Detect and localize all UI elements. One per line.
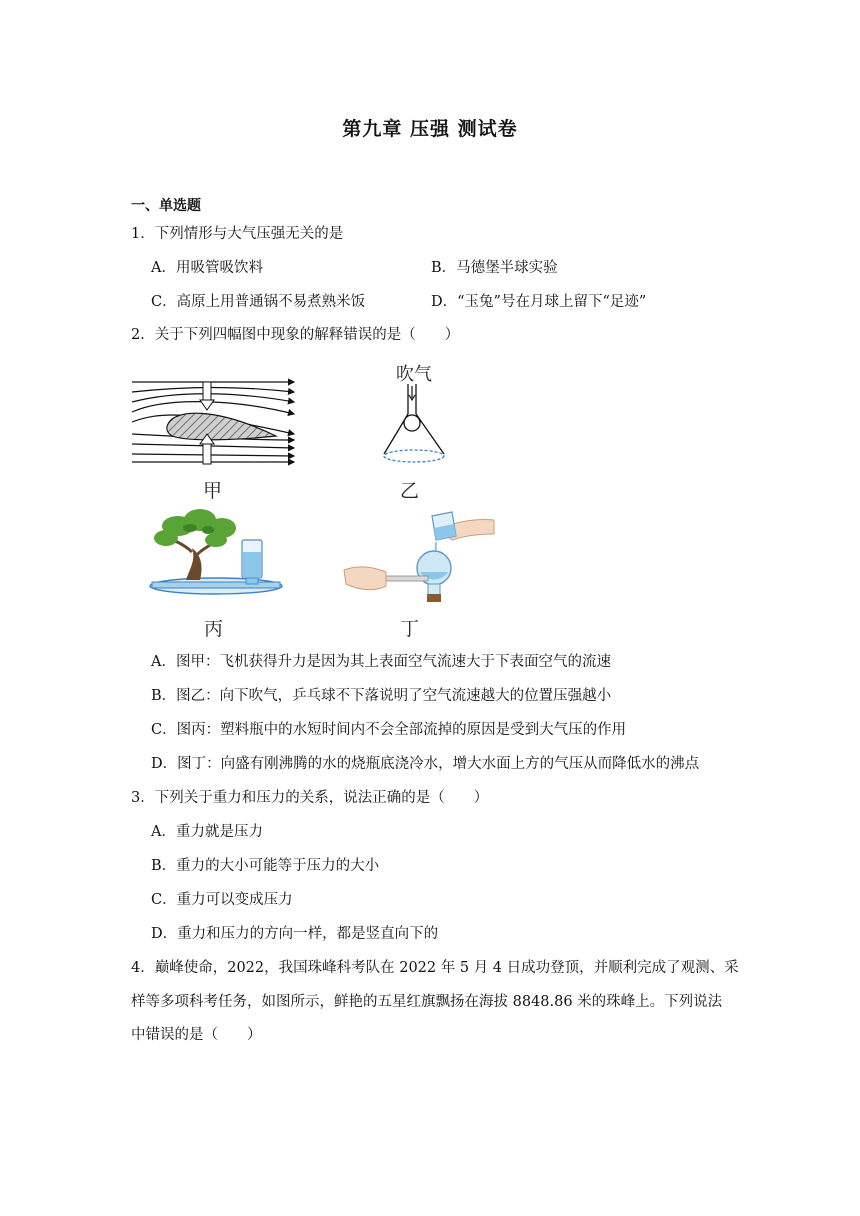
question-2-option-a: A．图甲：飞机获得升力是因为其上表面空气流速大于下表面空气的流速 — [151, 654, 611, 670]
page-title: 第九章 压强 测试卷 — [342, 118, 518, 140]
figure-yi-label: 乙 — [400, 480, 420, 502]
figure-yi-funnel — [378, 382, 452, 466]
figure-bing-label: 丙 — [204, 618, 224, 640]
question-3-option-a: A．重力就是压力 — [151, 824, 263, 840]
figure-yi-blow-label: 吹气 — [396, 364, 432, 385]
question-3-option-d: D．重力和压力的方向一样，都是竖直向下的 — [151, 926, 439, 942]
figure-ding-label: 丁 — [400, 618, 420, 640]
figure-jia-label: 甲 — [203, 480, 223, 502]
question-2-option-c: C．图丙：塑料瓶中的水短时间内不会全部流掉的原因是受到大气压的作用 — [151, 722, 627, 738]
question-4-line-2: 样等多项科考任务，如图所示，鲜艳的五星红旗飘扬在海拔 8848.86 米的珠峰上。下列说法 — [131, 994, 723, 1010]
question-1-option-c: C．高原上用普通锅不易煮熟米饭 — [151, 294, 366, 310]
question-1-option-b: B．马德堡半球实验 — [431, 260, 558, 276]
question-2-option-d: D．图丁：向盛有刚沸腾的水的烧瓶底浇冷水，增大水面上方的气压从而降低水的沸点 — [151, 756, 700, 772]
question-2-stem: 2．关于下列四幅图中现象的解释错误的是（ ） — [131, 327, 460, 343]
question-4-line-3: 中错误的是（ ） — [131, 1027, 262, 1043]
figure-bing-bonsai — [146, 508, 286, 598]
question-2-option-b: B．图乙：向下吹气，乒乓球不下落说明了空气流速越大的位置压强越小 — [151, 688, 612, 704]
section-heading: 一、单选题 — [131, 198, 201, 214]
question-3-option-b: B．重力的大小可能等于压力的大小 — [151, 858, 380, 874]
question-1-stem: 1．下列情形与大气压强无关的是 — [131, 226, 344, 242]
figure-ding-flask — [340, 506, 500, 610]
question-4-line-1: 4．巅峰使命，2022，我国珠峰科考队在 2022 年 5 月 4 日成功登顶，并顺利完成了观测、采 — [131, 960, 739, 976]
question-1-option-d: D．“玉兔”号在月球上留下“足迹” — [431, 294, 647, 310]
question-1-option-a: A．用吸管吸饮料 — [151, 260, 263, 276]
question-3-option-c: C．重力可以变成压力 — [151, 892, 293, 908]
figure-jia-airfoil — [128, 378, 300, 466]
question-3-stem: 3．下列关于重力和压力的关系，说法正确的是（ ） — [131, 790, 489, 806]
